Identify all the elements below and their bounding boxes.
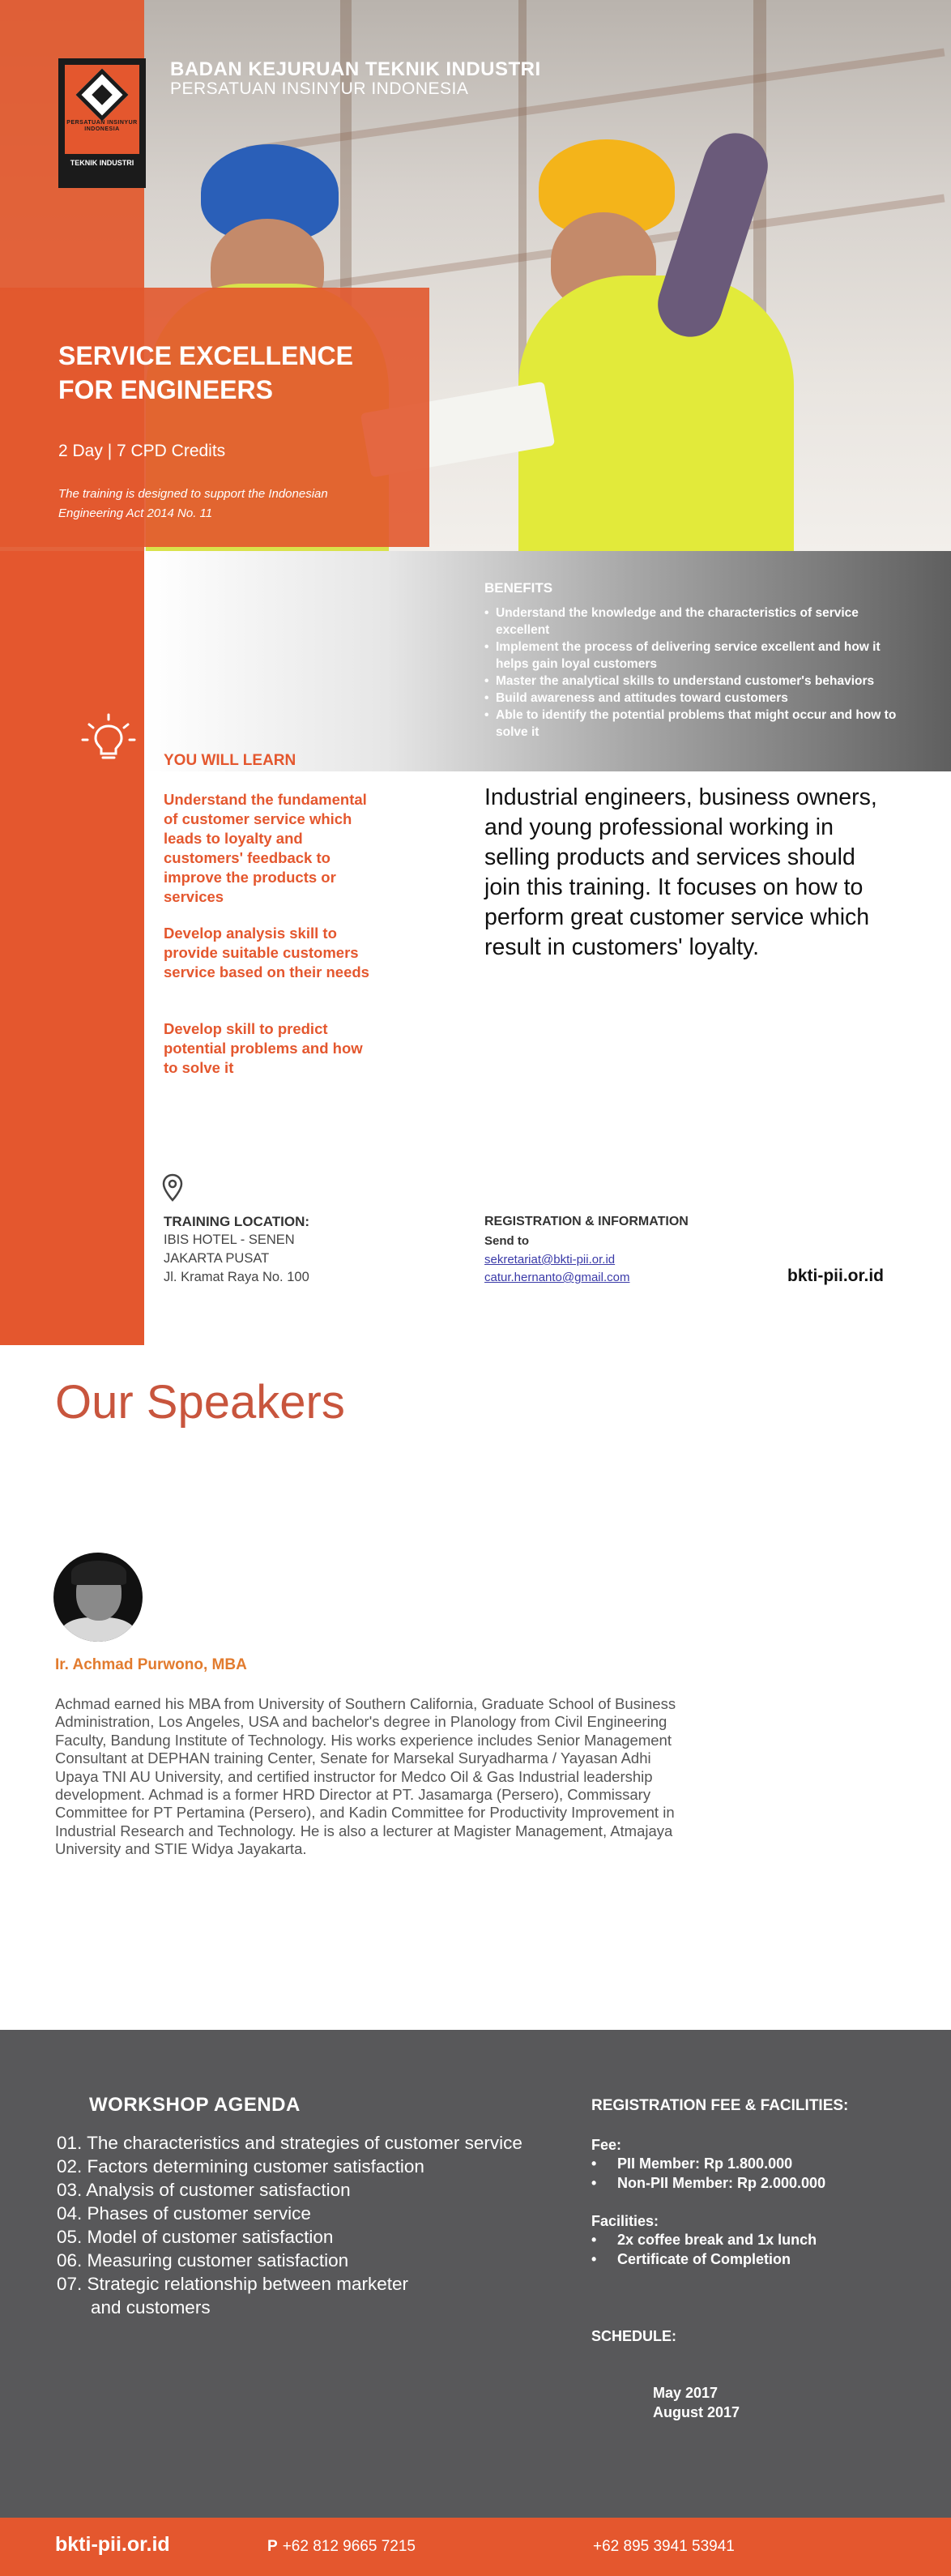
logo-org-text: PERSATUAN INSINYUR INDONESIA [66,120,138,132]
benefit-item: • Understand the knowledge and the characteristics of service excellent [484,604,906,639]
course-note-line1: The training is designed to support the Indonesian [58,487,328,501]
agenda-item: 06. Measuring customer satisfaction [57,2250,349,2271]
diamond-icon [75,68,128,121]
avatar [53,1553,143,1642]
footer-website: bkti-pii.or.id [55,2533,170,2556]
fee-item-text: Non-PII Member: Rp 2.000.000 [617,2175,826,2191]
avatar-hair [71,1561,126,1585]
course-title-line1: SERVICE EXCELLENCE [58,341,353,370]
agenda-item: 04. Phases of customer service [57,2203,311,2224]
registration-label: REGISTRATION & INFORMATION [484,1215,689,1228]
location-label: TRAINING LOCATION: [164,1214,310,1229]
learn-item: Develop skill to predict potential problems and how to solve it [164,1020,363,1076]
website-text: bkti-pii.or.id [787,1267,884,1285]
registration-send-to: Send to [484,1234,529,1248]
course-title [58,339,415,407]
fee-item: • Non-PII Member: Rp 2.000.000 [591,2175,826,2191]
benefit-item: • Able to identify the potential problems that might occur and how to solve it [484,707,906,741]
course-title-line2: FOR ENGINEERS [58,375,273,404]
org-title: BADAN KEJURUAN TEKNIK INDUSTRI [170,58,541,80]
lightbulb-icon [79,710,138,768]
footer-phone-2: +62 895 3941 53941 [593,2538,735,2555]
speakers-title: Our Speakers [55,1376,345,1429]
schedule-title: SCHEDULE: [591,2328,677,2344]
benefit-item: • Implement the process of delivering service excellent and how it helps gain loyal customers [484,639,906,673]
agenda-item: 02. Factors determining customer satisfaction [57,2156,424,2177]
logo-dept-text: TEKNIK INDUSTRI [70,159,134,167]
orange-sidebar [0,551,144,1345]
target-audience-text: Industrial engineers, business owners, and young professional working in selling products and services should join this training. It focuses on how to perform great customer service which result in customers' loyalty. [484,784,877,960]
schedule-item: August 2017 [653,2404,740,2420]
org-subtitle: PERSATUAN INSINYUR INDONESIA [170,79,469,98]
facility-item: • 2x coffee break and 1x lunch [591,2232,817,2248]
footer-phone [267,2538,416,2556]
learn-title: YOU WILL LEARN [164,752,296,769]
facility-item: • Certificate of Completion [591,2251,791,2267]
fee-title: REGISTRATION FEE & FACILITIES: [591,2097,849,2114]
fee-label: Fee: [591,2137,622,2153]
agenda-item: 05. Model of customer satisfaction [57,2227,334,2247]
agenda-title: WORKSHOP AGENDA [89,2094,301,2116]
course-note [58,485,382,523]
speaker-name: Ir. Achmad Purwono, MBA [55,1656,247,1673]
location-pin-icon [162,1173,183,1203]
agenda-item: 03. Analysis of customer satisfaction [57,2180,351,2200]
location-line: IBIS HOTEL - SENEN [164,1232,295,1247]
avatar-shirt [60,1617,136,1642]
location-line: JAKARTA PUSAT [164,1251,270,1266]
facility-item-text: Certificate of Completion [617,2251,791,2267]
facilities-label: Facilities: [591,2213,659,2229]
fee-item-text: PII Member: Rp 1.800.000 [617,2155,793,2172]
benefits-list [484,604,906,741]
schedule-item: May 2017 [653,2385,719,2401]
agenda-item: 07. Strategic relationship between marketer [57,2274,408,2294]
benefit-item: • Build awareness and attitudes toward customers [484,690,906,707]
benefits-title: BENEFITS [484,580,553,596]
safety-vest [518,276,794,551]
agenda-item: 01. The characteristics and strategies of customer service [57,2133,522,2153]
learn-item: Develop analysis skill to provide suitable customers service based on their needs [164,925,369,980]
location-line: Jl. Kramat Raya No. 100 [164,1270,309,1284]
course-credits: 2 Day | 7 CPD Credits [58,442,226,460]
course-note-line2: Engineering Act 2014 No. 11 [58,506,213,520]
phone-prefix: P [267,2538,278,2555]
email-link[interactable]: sekretariat@bkti-pii.or.id [484,1253,616,1267]
logo-emblem [65,65,139,154]
learn-item: Understand the fundamental of customer service which leads to loyalty and customers' feedback to improve the products or services [164,791,367,905]
benefit-item: • Master the analytical skills to understand customer's behaviors [484,673,906,690]
facility-item-text: 2x coffee break and 1x lunch [617,2232,817,2248]
email-link[interactable]: catur.hernanto@gmail.com [484,1271,630,1284]
speaker-bio: Achmad earned his MBA from University of Southern California, Graduate School of Business Administration, Los Angeles, USA and bachelor's degree in Planology from Civil Engineering Faculty, Bandung Institute of Technology. His works experience includes Senior Management Consultant at DEPHAN training Center, Senate for Marsekal Suryadharma / Yayasan Adhi Upaya TNI AU University, and certified instructor for Medco Oil & Gas Industrial leadership development. Achmad is a former HRD Director at PT. Jasamarga (Persero), Commissary Committee for PT Pertamina (Persero), and Kadin Committee for Productivity Improvement in Industrial Research and Technology. He is also a lecturer at Magister Management, Atmajaya University and STIE Widya Jayakarta. [55,1695,676,1858]
phone-number: +62 812 9665 7215 [282,2538,416,2555]
agenda-item-continued: and customers [91,2297,211,2318]
fee-item: • PII Member: Rp 1.800.000 [591,2155,793,2172]
pii-logo [58,58,146,188]
